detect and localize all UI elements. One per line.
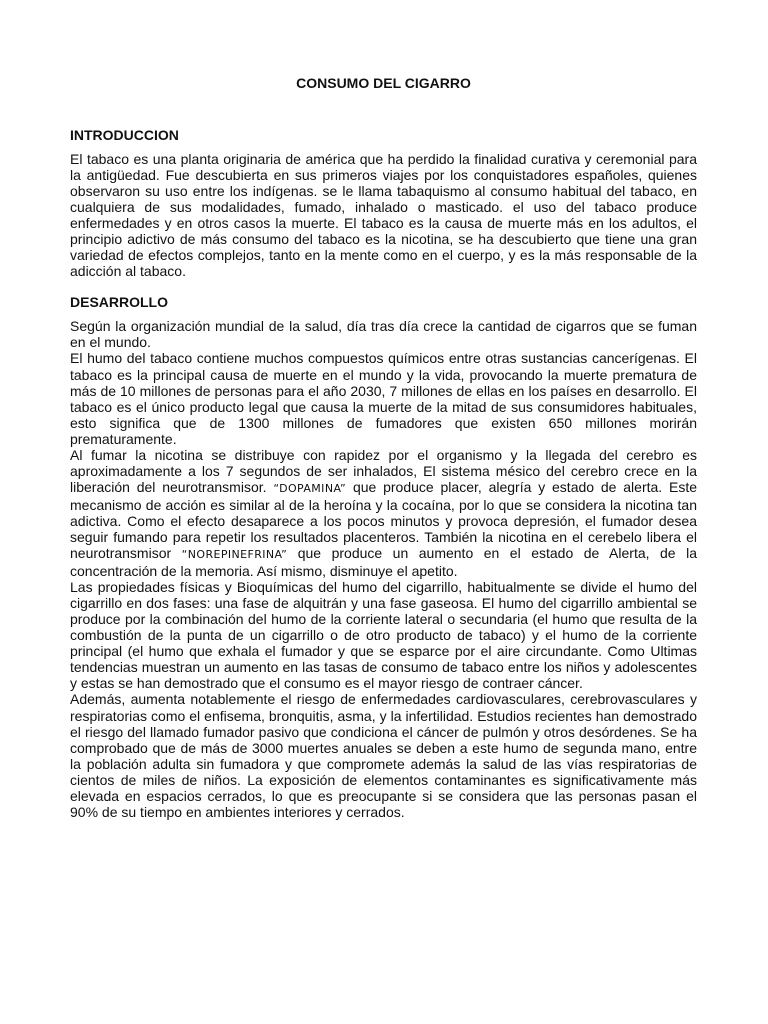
document-title: CONSUMO DEL CIGARRO	[296, 75, 471, 91]
development-paragraph-1: Según la organización mundial de la salud, día tras día crece la cantidad de cigarros que se fuman en el mundo.	[70, 318, 697, 351]
section-spacer	[70, 279, 697, 293]
development-paragraph-3-part-c: que produce un aumento en el estado de Alerta, de la concentración de la memoria. Así mismo, disminuye el apetito.	[70, 545, 697, 580]
intro-heading: INTRODUCCION	[70, 127, 179, 143]
development-paragraph-5: Además, aumenta notablemente el riesgo de enfermedades cardiovasculares, cerebrovasculares y respiratorias como el enfisema, bronquitis, asma, y la infertilidad. Estudios recientes han demostrado el riesgo del llamado fumador pasivo que condiciona el cáncer de pulmón y otros desórdenes. Se ha comprobado que de más de 3000 muertes anuales se deben a este humo de segunda mano, entre la población adulta sin fumadora y que compromete además la salud de las vías respiratorias de cientos de miles de niños. La exposición de elementos contaminantes es significativamente más elevada en espacios cerrados, lo que es preocupante si se considera que las personas pasan el 90% de su tiempo en ambientes interiores y cerrados.	[70, 691, 697, 820]
development-paragraph-3-part-a: Al fumar la nicotina se distribuye con rapidez por el organismo y la llegada del cerebro es aproximadamente a los 7 segundos de ser inhalados, El sistema mésico del cerebro crece en la liberación del neurotransmisor.	[70, 446, 697, 495]
development-paragraph-2: El humo del tabaco contiene muchos compuestos químicos entre otras sustancias cancerígenas. El tabaco es la principal causa de muerte en el mundo y la vida, provocando la muerte prematura de más de 10 millones de personas para el año 2030, 7 millones de ellas en los países en desarrollo. El tabaco es el único producto legal que causa la muerte de la mitad de sus consumidores habituales, esto significa que de 1300 millones de fumadores que existen 650 millones morirán prematuramente.	[70, 350, 697, 447]
norepinefrina-term: “NOREPINEFRINA”	[171, 548, 298, 562]
development-heading: DESARROLLO	[70, 294, 168, 311]
development-paragraph-3	[70, 447, 697, 579]
intro-paragraph: El tabaco es una planta originaria de américa que ha perdido la finalidad curativa y ceremonial para la antigüedad. Fue descubierta en sus primeros viajes por los conquistadores españoles, quienes observaron su uso entre los indígenas. se le llama tabaquismo al consumo habitual del tabaco, en cualquiera de sus modalidades, fumado, inhalado o masticado. el uso del tabaco produce enfermedades y en otros casos la muerte. El tabaco es la causa de muerte más en los adultos, el principio adictivo de más consumo del tabaco es la nicotina, se ha descubierto que tiene una gran variedad de efectos complejos, tanto en la mente como en el cuerpo, y es la más responsable de la adicción al tabaco.	[70, 151, 697, 280]
development-paragraph-3-part-b: que produce placer, alegría y estado de alerta. Este mecanismo de acción es similar al de la heroína y la cocaína, por lo que se considera la nicotina tan adictiva. Como el efecto desaparece a los pocos minutos y provoca depresión, el fumador desea seguir fumando para repetir los resultados placenteros. También la nicotina en el cerebelo libera el neurotransmisor	[70, 478, 697, 562]
development-paragraph-4: Las propiedades físicas y Bioquímicas del humo del cigarrillo, habitualmente se divide el humo del cigarrillo en dos fases: una fase de alquitrán y una fase gaseosa. El humo del cigarrillo ambiental se produce por la combinación del humo de la corriente lateral o secundaria (el humo que resulta de la combustión de la punta de un cigarrillo o de otro producto de tabaco) y el humo de la corriente principal (el humo que exhala el fumador y que se esparce por el aire circundante. Como Ultimas tendencias muestran un aumento en las tasas de consumo de tabaco entre los niños y adolescentes y estas se han demostrado que el consumo es el mayor riesgo de contraer cáncer.	[70, 579, 697, 692]
dopamina-term: “DOPAMINA”	[266, 481, 353, 495]
document-page	[70, 74, 697, 820]
